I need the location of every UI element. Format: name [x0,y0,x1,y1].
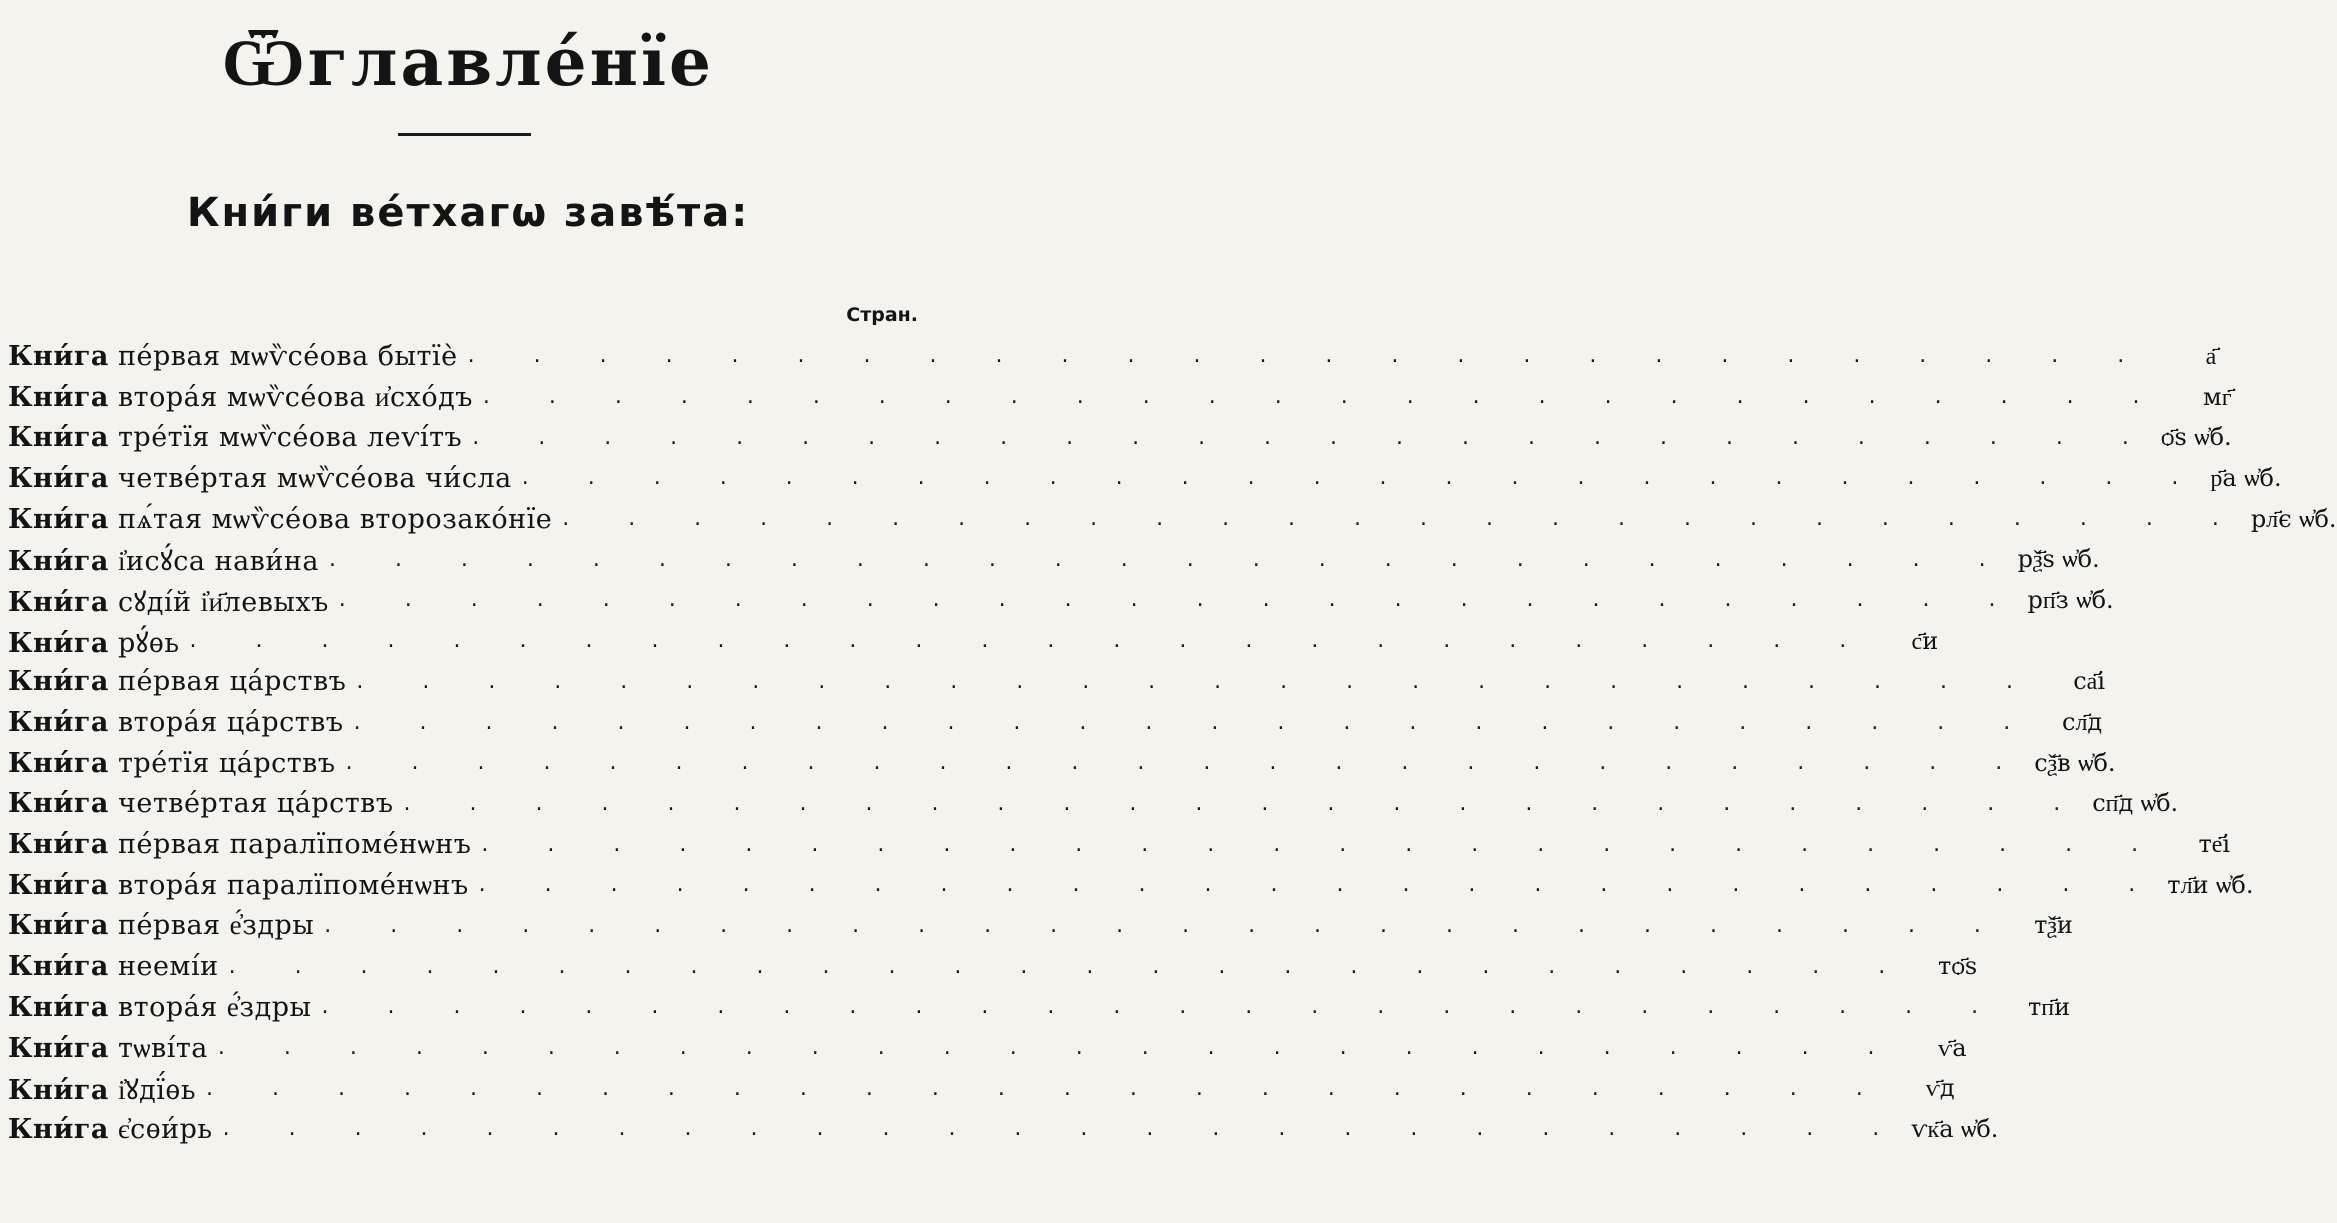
toc-entry-book-word: Кни́га [8,910,109,942]
dot-leader: . . . . . . . . . . . . . . . . . . . . . . . . . . [478,872,2162,898]
toc-entry-name: втора́я е҆́здры [117,991,312,1023]
dot-leader: . . . . . . . . . . . . . . . . . . . . . . . . . . [467,343,2151,369]
toc-entry-title [8,582,339,619]
toc-entry[interactable] [8,987,2071,1028]
toc-entry[interactable] [8,824,2231,865]
toc-entry-title [8,788,404,819]
toc-entry-name: сꙋді́й і҆и҃левыхъ [117,586,329,618]
toc-entry-page: тл҃и ѡ҆б. [2167,870,2254,899]
toc-entry-book-word: Кни́га [8,503,109,535]
toc-entry-title [8,666,356,697]
dot-leader: . . . . . . . . . . . . . . . . . . . . . . . . . . [482,384,2166,410]
toc-entry-book-word: Кни́га [8,788,109,820]
toc-entry[interactable] [8,946,1978,987]
dot-leader: . . . . . . . . . . . . . . . . . . . . . . . . . . [353,709,2037,735]
toc-entry[interactable] [8,580,2114,621]
toc-entry-name: пе́рвая паралїпоме́нѡнъ [117,829,472,861]
toc-entry-book-word: Кни́га [8,1113,109,1145]
section-heading: Кни́ги ве́тхагѡ завѣ́та: [186,190,750,236]
toc-entry[interactable] [8,499,2337,540]
toc-entry[interactable] [8,458,2282,499]
toc-entry-title [8,463,522,494]
dot-leader: . . . . . . . . . . . . . . . . . . . . . . . . . . [472,424,2155,450]
toc-entry-book-word: Кни́га [8,666,109,698]
toc-entry-name: тре́тїя ца́рствъ [117,747,336,779]
page-column-header: Стран. [846,304,918,326]
toc-entry-book-word: Кни́га [8,1075,109,1107]
toc-entry[interactable] [8,336,2217,377]
toc-entry-title [8,623,190,660]
dot-leader: . . . . . . . . . . . . . . . . . . . . . . . . . . [356,668,2039,694]
toc-entry-page: тп҃и [2028,992,2071,1021]
toc-entry-name: втора́я мѡѷсе́ова и҆схо́дъ [117,381,473,413]
dot-leader: . . . . . . . . . . . . . . . . . . . . . . . . . . [228,953,1912,979]
toc-entry-book-word: Кни́га [8,869,109,901]
toc-entry-name: рꙋ́ѳь [117,627,180,659]
toc-entry-title [8,870,479,901]
toc-entry-name: тѡві́та [117,1032,208,1064]
toc-entry-page: ѵ҃а [1938,1033,1967,1062]
toc-entry-book-word: Кни́га [8,951,109,983]
toc-entry-name: четве́ртая ца́рствъ [117,788,394,820]
toc-entry-name: пе́рвая мѡѷсе́ова бытїѐ [117,340,458,372]
page-title: Ѿглавле́нїе [221,23,715,101]
dot-leader: . . . . . . . . . . . . . . . . . . . . . . . . . . [189,628,1873,654]
toc-entry-name: четве́ртая мѡѷсе́ова чи́сла [117,462,512,494]
toc-entry-name: неемі́и [117,951,219,983]
toc-entry-title [8,1114,223,1145]
toc-entry-page: сл҃д [2062,708,2103,737]
dot-leader: . . . . . . . . . . . . . . . . . . . . . . . . . . [338,587,2022,613]
toc-entry-name: пе́рвая е҆́здры [117,910,315,942]
toc-entry-book-word: Кни́га [8,747,109,779]
toc-entry-book-word: Кни́га [8,586,109,618]
dot-leader: . . . . . . . . . . . . . . . . . . . . . . . . . . [217,1035,1901,1061]
toc-entry-page: са҃і [2073,667,2105,696]
toc-entry-page: сп҃д ѡ҆б. [2092,789,2179,818]
toc-entry-name: тре́тїя мѡѷсе́ова леѵі́тъ [117,422,463,454]
toc-entry-title [8,992,321,1023]
toc-entry-page: ѻ҃ѕ ѡ҆б. [2160,423,2232,452]
toc-entry-title [8,341,468,372]
toc-entry-title [8,541,329,578]
toc-entry[interactable] [8,1028,1967,1069]
toc-entry-book-word: Кни́га [8,381,109,413]
toc-entry-page: тѻ҃ѕ [1938,952,1978,981]
dot-leader: . . . . . . . . . . . . . . . . . . . . . . . . . . [321,994,2005,1020]
toc-entry-title [8,910,324,941]
toc-entry-title [8,951,229,982]
toc-entry[interactable] [8,539,2100,580]
toc-entry-title [8,422,472,453]
toc-entry-page: сѯ҃в ѡ҆б. [2034,748,2116,777]
toc-entry-book-word: Кни́га [8,829,109,861]
dot-leader: . . . . . . . . . . . . . . . . . . . . . . . . . . [345,750,2029,776]
toc-entry-name: втора́я паралїпоме́нѡнъ [117,869,469,901]
toc-entry-book-word: Кни́га [8,707,109,739]
toc-entry-book-word: Кни́га [8,340,109,372]
toc-entry-book-word: Кни́га [8,1032,109,1064]
dot-leader: . . . . . . . . . . . . . . . . . . . . . . . . . . [206,1075,1889,1101]
toc-entry-page: ѵ҃д [1925,1074,1955,1103]
toc-list [8,336,2337,1150]
toc-entry[interactable] [8,906,2073,947]
toc-entry-name: і҆ꙋдї́ѳь [117,1075,197,1107]
toc-entry-title [8,1033,218,1064]
toc-entry[interactable] [8,417,2232,458]
toc-entry-title [8,382,483,413]
toc-entry-page: рѯ҃ѕ ѡ҆б. [2017,545,2100,574]
toc-entry-title [8,1070,206,1107]
toc-entry-book-word: Кни́га [8,462,109,494]
toc-entry[interactable] [8,743,2116,784]
dot-leader: . . . . . . . . . . . . . . . . . . . . . . . . . . [324,912,2007,938]
toc-entry[interactable] [8,1109,1999,1150]
toc-entry-name: і҆исꙋ́са нави́на [117,546,319,578]
toc-entry-name: є҆сѳи́рь [117,1113,213,1145]
toc-entry-book-word: Кни́га [8,546,109,578]
toc-entry[interactable] [8,1068,1955,1109]
toc-entry-page: р҃а ѡ҆б. [2210,463,2282,492]
toc-entry-page: а҃ [2205,341,2217,370]
toc-entry-page: ѵк҃а ѡ҆б. [1911,1114,1999,1143]
dot-leader: . . . . . . . . . . . . . . . . . . . . . . . . . . [328,546,2012,572]
toc-entry[interactable] [8,702,2103,743]
toc-entry-page: тѯ҃и [2034,911,2073,940]
toc-entry-book-word: Кни́га [8,991,109,1023]
toc-entry-book-word: Кни́га [8,627,109,659]
toc-entry[interactable] [8,621,1939,662]
toc-entry-title [8,504,562,535]
toc-entry[interactable] [8,377,2232,418]
dot-leader: . . . . . . . . . . . . . . . . . . . . . . . . . . [562,506,2245,532]
dot-leader: . . . . . . . . . . . . . . . . . . . . . . . . . . [481,831,2165,857]
toc-entry[interactable] [8,784,2179,825]
dot-leader: . . . . . . . . . . . . . . . . . . . . . . . . . . [222,1116,1906,1142]
toc-entry-page: мг҃ [2203,382,2232,411]
toc-entry-name: втора́я ца́рствъ [117,707,344,739]
toc-entry-title [8,829,481,860]
toc-entry-name: пѧ́тая мѡѷсе́ова второзако́нїе [117,503,553,535]
toc-entry[interactable] [8,865,2254,906]
toc-entry-page: рп҃з ѡ҆б. [2027,585,2114,614]
toc-entry[interactable] [8,662,2105,703]
toc-entry-title [8,707,354,738]
toc-entry-book-word: Кни́га [8,422,109,454]
dot-leader: . . . . . . . . . . . . . . . . . . . . . . . . . . [403,790,2087,816]
toc-entry-page: рл҃є ѡ҆б. [2250,504,2337,533]
toc-entry-name: пе́рвая ца́рствъ [117,666,347,698]
toc-entry-page: с҃и [1911,626,1939,655]
toc-entry-page: те҃і [2198,830,2231,859]
dot-leader: . . . . . . . . . . . . . . . . . . . . . . . . . . [521,465,2205,491]
title-divider [398,133,531,136]
toc-entry-title [8,748,346,779]
